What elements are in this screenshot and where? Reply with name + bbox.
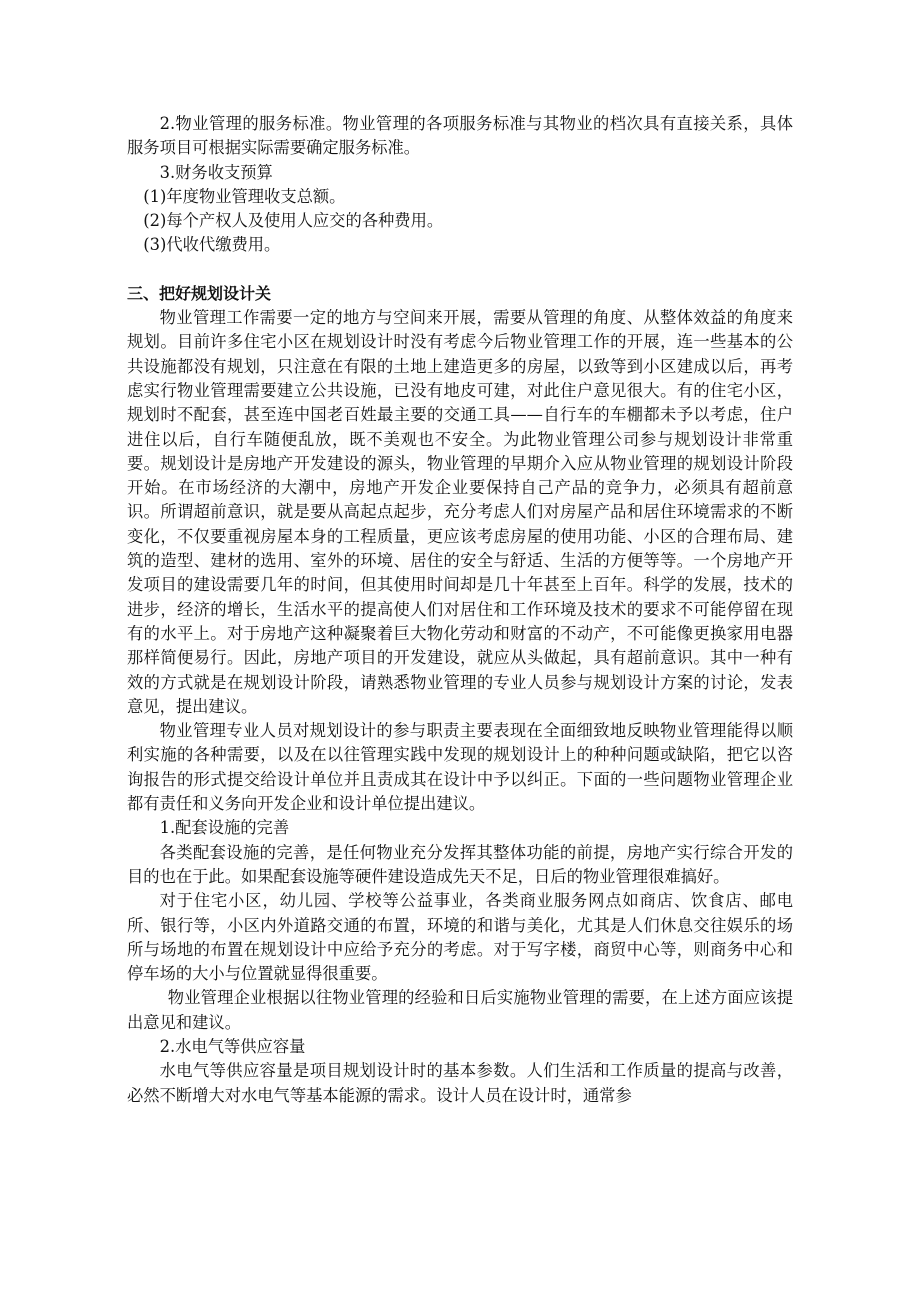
paragraph-professional-role: 物业管理专业人员对规划设计的参与职责主要表现在全面细致地反映物业管理能得以顺利实施的各种需要，以及在以往管理实践中发现的规划设计上的种种问题或缺陷，把它以咨询报告的形式提交给设计单位并且责成其在设计中予以纠正。下面的一些问题物业管理企业都有责任和义务向开发企业和设计单位提出建议。 [127,721,793,814]
paragraph-capacity-body: 水电气等供应容量是项目规划设计时的基本参数。人们生活和工作质量的提高与改善，必然不断增大对水电气等基本能源的需求。设计人员在设计时，通常参 [127,1061,793,1105]
list-item-annual-total: (1)年度物业管理收支总额。 [143,186,346,206]
list-item-collection-fees: (3)代收代缴费用。 [143,235,281,255]
paragraph-residential: 对于住宅小区，幼儿园、学校等公益事业，各类商业服务网点如商店、饮食店、邮电所、银行等，小区内外道路交通的布置，环境的和谐与美化，尤其是人们休息交往娱乐的场所与场地的布置在规划设计中应给予充分的考虑。对于写字楼，商贸中心等，则商务中心和停车场的大小与位置就显得很重要。 [127,891,793,984]
paragraph-facilities-body: 各类配套设施的完善，是任何物业充分发挥其整体功能的前提，房地产实行综合开发的目的也在于此。如果配套设施等硬件建设造成先天不足，日后的物业管理很难搞好。 [127,842,793,886]
section-heading: 三、把好规划设计关 [127,283,272,303]
paragraph-service-standard: 2.物业管理的服务标准。物业管理的各项服务标准与其物业的档次具有直接关系，具体服务项目可根据实际需要确定服务标准。 [127,114,793,158]
document-page [127,112,793,1108]
paragraph-capacity-title: 2.水电气等供应容量 [159,1036,306,1056]
paragraph-suggestions: 物业管理企业根据以往物业管理的经验和日后实施物业管理的需要，在上述方面应该提出意见和建议。 [127,988,793,1032]
paragraph-budget-title: 3.财务收支预算 [159,162,273,182]
paragraph-planning-intro: 物业管理工作需要一定的地方与空间来开展，需要从管理的角度、从整体效益的角度来规划。目前许多住宅小区在规划设计时没有考虑今后物业管理工作的开展，连一些基本的公共设施都没有规划，只注意在有限的土地上建造更多的房屋，以致等到小区建成以后，再考虑实行物业管理需要建立公共设施，已没有地皮可建，对此住户意见很大。有的住宅小区，规划时不配套，甚至连中国老百姓最主要的交通工具——自行车的车棚都未予以考虑，住户进住以后，自行车随便乱放，既不美观也不安全。为此物业管理公司参与规划设计非常重要。规划设计是房地产开发建设的源头，物业管理的早期介入应从物业管理的规划设计阶段开始。在市场经济的大潮中，房地产开发企业要保持自己产品的竞争力，必须具有超前意识。所谓超前意识，就是要从高起点起步，充分考虑人们对房屋产品和居住环境需求的不断变化，不仅要重视房屋本身的工程质量，更应该考虑房屋的使用功能、小区的合理布局、建筑的造型、建材的选用、室外的环境、居住的安全与舒适、生活的方便等等。一个房地产开发项目的建设需要几年的时间，但其使用时间却是几十年甚至上百年。科学的发展，技术的进步，经济的增长，生活水平的提高使人们对居住和工作环境及技术的要求不可能停留在现有的水平上。对于房地产这种凝聚着巨大物化劳动和财富的不动产，不可能像更换家用电器那样简便易行。因此，房地产项目的开发建设，就应从头做起，具有超前意识。其中一种有效的方式就是在规划设计阶段，请熟悉物业管理的专业人员参与规划设计方案的讨论，发表意见，提出建议。 [127,308,793,716]
list-item-owner-fees: (2)每个产权人及使用人应交的各种费用。 [143,211,444,231]
paragraph-facilities-title: 1.配套设施的完善 [159,818,290,838]
section-gap [127,258,793,282]
